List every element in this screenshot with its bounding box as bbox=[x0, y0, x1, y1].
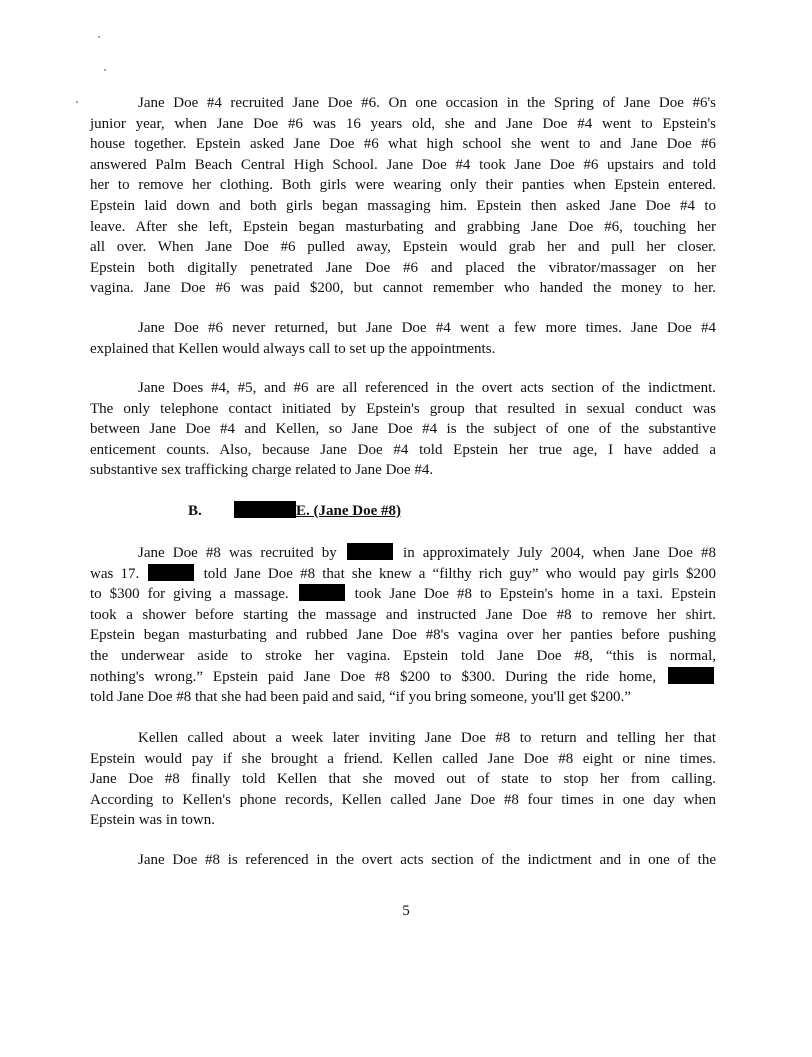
text-line: vagina. Jane Doe #6 was paid $200, but cannot remember who handed the money to her. bbox=[90, 280, 716, 297]
text-line: Jane Does #4, #5, and #6 are all referenced in the overt acts section of the indictment. bbox=[138, 380, 716, 396]
text-line: Jane Doe #8 is referenced in the overt acts section of the indictment and in one of the bbox=[138, 852, 716, 868]
section-letter: B. bbox=[188, 503, 202, 519]
text-line: Epstein began masturbating and rubbed Jane Doe #8's vagina over her panties before pushing bbox=[90, 627, 716, 644]
text-line: answered Palm Beach Central High School. Jane Doe #4 took Jane Doe #6 upstairs and told bbox=[90, 156, 716, 173]
paragraph-jane-doe-8-recruitment bbox=[90, 543, 716, 708]
text-line: enticement counts. Also, because Jane Doe #4 told Epstein her true age, I have added a bbox=[90, 441, 716, 458]
text-line: Epstein laid down and both girls began massaging him. Epstein then asked Jane Doe #4 to bbox=[90, 197, 716, 214]
paragraph-jane-doe-6-never-returned bbox=[90, 318, 716, 359]
text-line: Epstein was in town. bbox=[90, 812, 215, 829]
redaction-box bbox=[234, 501, 296, 518]
text-line: Epstein would pay if she brought a friend. Kellen called Jane Doe #8 eight or nine times. bbox=[90, 750, 716, 767]
paragraph-overt-acts-jane-does-4-5-6 bbox=[90, 378, 716, 481]
text-line: all over. When Jane Doe #6 pulled away, Epstein would grab her and pull her closer. bbox=[90, 239, 716, 256]
text-line: leave. After she left, Epstein began masturbating and grabbing Jane Doe #6, touching her bbox=[90, 218, 716, 235]
text-line: nothing's wrong.” Epstein paid Jane Doe #8 $200 to $300. During the ride home, bbox=[90, 667, 716, 688]
text-line: told Jane Doe #8 that she had been paid and said, “if you bring someone, you'll get $200.” bbox=[90, 689, 631, 706]
text-line: was 17. told Jane Doe #8 that she knew a “filthy rich guy” who would pay girls $200 bbox=[90, 565, 717, 582]
text-line: explained that Kellen would always call to set up the appointments. bbox=[90, 340, 496, 357]
text-line: took a shower before starting the massage and instructed Jane Doe #8 to remove her shirt. bbox=[90, 606, 716, 623]
text-line: the underwear aside to stroke her vagina. Epstein told Jane Doe #8, “this is normal, bbox=[90, 647, 716, 664]
text-line: According to Kellen's phone records, Kellen called Jane Doe #8 four times in one day when bbox=[90, 791, 716, 808]
text-line: Kellen called about a week later inviting Jane Doe #8 to return and telling her that bbox=[138, 730, 716, 746]
redaction-box bbox=[299, 584, 345, 601]
text-line: Jane Doe #4 recruited Jane Doe #6. On one occasion in the Spring of Jane Doe #6's bbox=[138, 95, 716, 111]
text-line: Epstein both digitally penetrated Jane Doe #6 and placed the vibrator/massager on her bbox=[90, 259, 716, 276]
text-line: Jane Doe #8 finally told Kellen that she moved out of state to stop her from calling. bbox=[90, 771, 716, 788]
text-line: house together. Epstein asked Jane Doe #6 what high school she went to and Jane Doe #6 bbox=[90, 136, 716, 153]
paragraph-jane-doe-6-recruitment bbox=[90, 93, 716, 299]
text-line: her to remove her clothing. Both girls were wearing only their panties when Epstein entered. bbox=[90, 177, 716, 194]
redaction-box bbox=[148, 564, 194, 581]
scan-speck bbox=[76, 101, 78, 103]
paragraph-jane-doe-8-referenced bbox=[90, 850, 716, 871]
text-line: The only telephone contact initiated by Epstein's group that resulted in sexual conduct was bbox=[90, 400, 716, 417]
redaction-box bbox=[668, 667, 714, 684]
text-line: junior year, when Jane Doe #6 was 16 years old, she and Jane Doe #4 went to Epstein's bbox=[90, 115, 716, 132]
scan-speck bbox=[104, 69, 106, 71]
page-number: 5 bbox=[402, 903, 410, 919]
redaction-box bbox=[347, 543, 393, 560]
text-line: Jane Doe #6 never returned, but Jane Doe #4 went a few more times. Jane Doe #4 bbox=[138, 320, 716, 336]
section-heading bbox=[188, 501, 401, 520]
text-line: to $300 for giving a massage. took Jane Doe #8 to Epstein's home in a taxi. Epstein bbox=[90, 586, 716, 603]
section-title: E. (Jane Doe #8) bbox=[296, 503, 401, 519]
text-line: Jane Doe #8 was recruited by in approximately July 2004, when Jane Doe #8 bbox=[138, 545, 716, 561]
text-line: between Jane Doe #4 and Kellen, so Jane Doe #4 is the subject of one of the substantive bbox=[90, 421, 716, 438]
text-line: substantive sex trafficking charge related to Jane Doe #4. bbox=[90, 462, 434, 479]
scan-speck bbox=[98, 36, 100, 38]
paragraph-kellen-calls bbox=[90, 728, 716, 831]
